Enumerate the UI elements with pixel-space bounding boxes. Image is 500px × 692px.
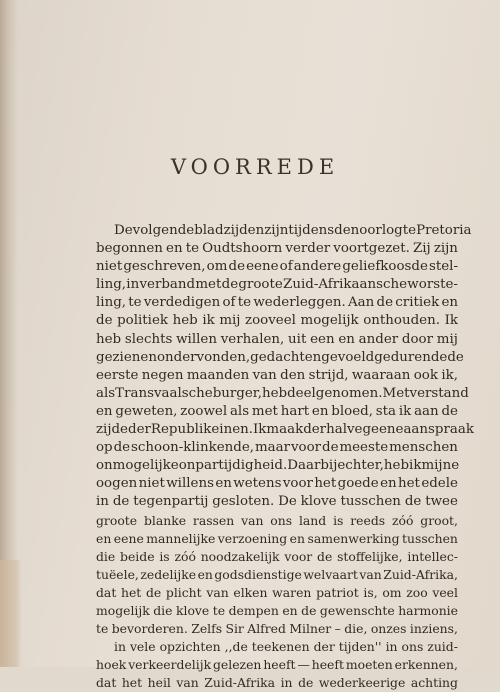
text-line: tuëele, zedelijke en godsdienstige welvaart van Zuid-Afrika,: [96, 566, 458, 582]
text-line: niet geschreven, om de eene of andere geliefkoosde stel-: [96, 259, 458, 275]
text-line: en geweten, zoowel als met hart en bloed, sta ik aan de: [96, 403, 458, 419]
text-line: oogen niet willens en wetens voor het goede en het edele: [96, 476, 458, 492]
text-line: De volgende bladzijden zijn tijdens den oorlog te Pretoria: [114, 223, 472, 238]
page-edge: [0, 560, 22, 667]
text-line: ling, in verband met de groote Zuid-Afrikaansche worste-: [96, 277, 458, 293]
text-line: begonnen en te Oudtshoorn verder voortgezet. Zij zijn: [96, 241, 458, 257]
text-line: groote blanke rassen van ons land is reeds zóó groot,: [96, 512, 458, 528]
text-line: in de tegenpartij gesloten. De klove tusschen de twee: [96, 494, 458, 510]
text-line: op de schoon-klinkende, maar voor de meeste menschen: [96, 440, 458, 456]
text-line: eerste negen maanden van den strijd, waaraan ook ik,: [96, 367, 458, 383]
text-line: en eene mannelijke verzoening en samenwerking tusschen: [96, 530, 458, 546]
text-line: dat het heil van Zuid-Afrika in de wederkeerige achting: [96, 675, 458, 691]
text-line: zijde der Republikeinen. Ik maak derhalve geene aanspraak: [96, 422, 474, 438]
body-paragraph: [96, 222, 474, 692]
text-line: te bevorderen. Zelfs Sir Alfred Milner – die, onzes inziens,: [96, 621, 458, 637]
text-line: heb slechts willen verhalen, uit een en ander door mij: [96, 331, 458, 347]
text-line: in vele opzichten ,,de teekenen der tijden'' in ons zuid-: [114, 639, 458, 655]
text-line: dat het de plicht van elken waren patriot is, om zoo veel: [96, 584, 458, 600]
page-title: VOORREDE: [170, 155, 340, 179]
text-line: gezien en ondervonden, gedacht en gevoeld gedurende de: [96, 349, 464, 365]
text-line: onmogelijke onpartijdigheid. Daarbij echter, heb ik mijne: [96, 458, 460, 474]
text-line: mogelijk die klove te dempen en de gewenschte harmonie: [96, 602, 458, 618]
text-line: als Transvaalsche burger, heb deelgenomen. Met verstand: [96, 385, 469, 401]
text-line: die beide is zóó noodzakelijk voor de stoffelijke, intellec-: [96, 548, 458, 564]
text-line: hoek verkeerdelijk gelezen heeft — heeft moeten erkennen,: [96, 657, 458, 673]
text-line: de politiek heb ik mij zooveel mogelijk onthouden. Ik: [96, 313, 458, 329]
text-line: ling, te verdedigen of te wederleggen. Aan de critiek en: [96, 295, 458, 311]
